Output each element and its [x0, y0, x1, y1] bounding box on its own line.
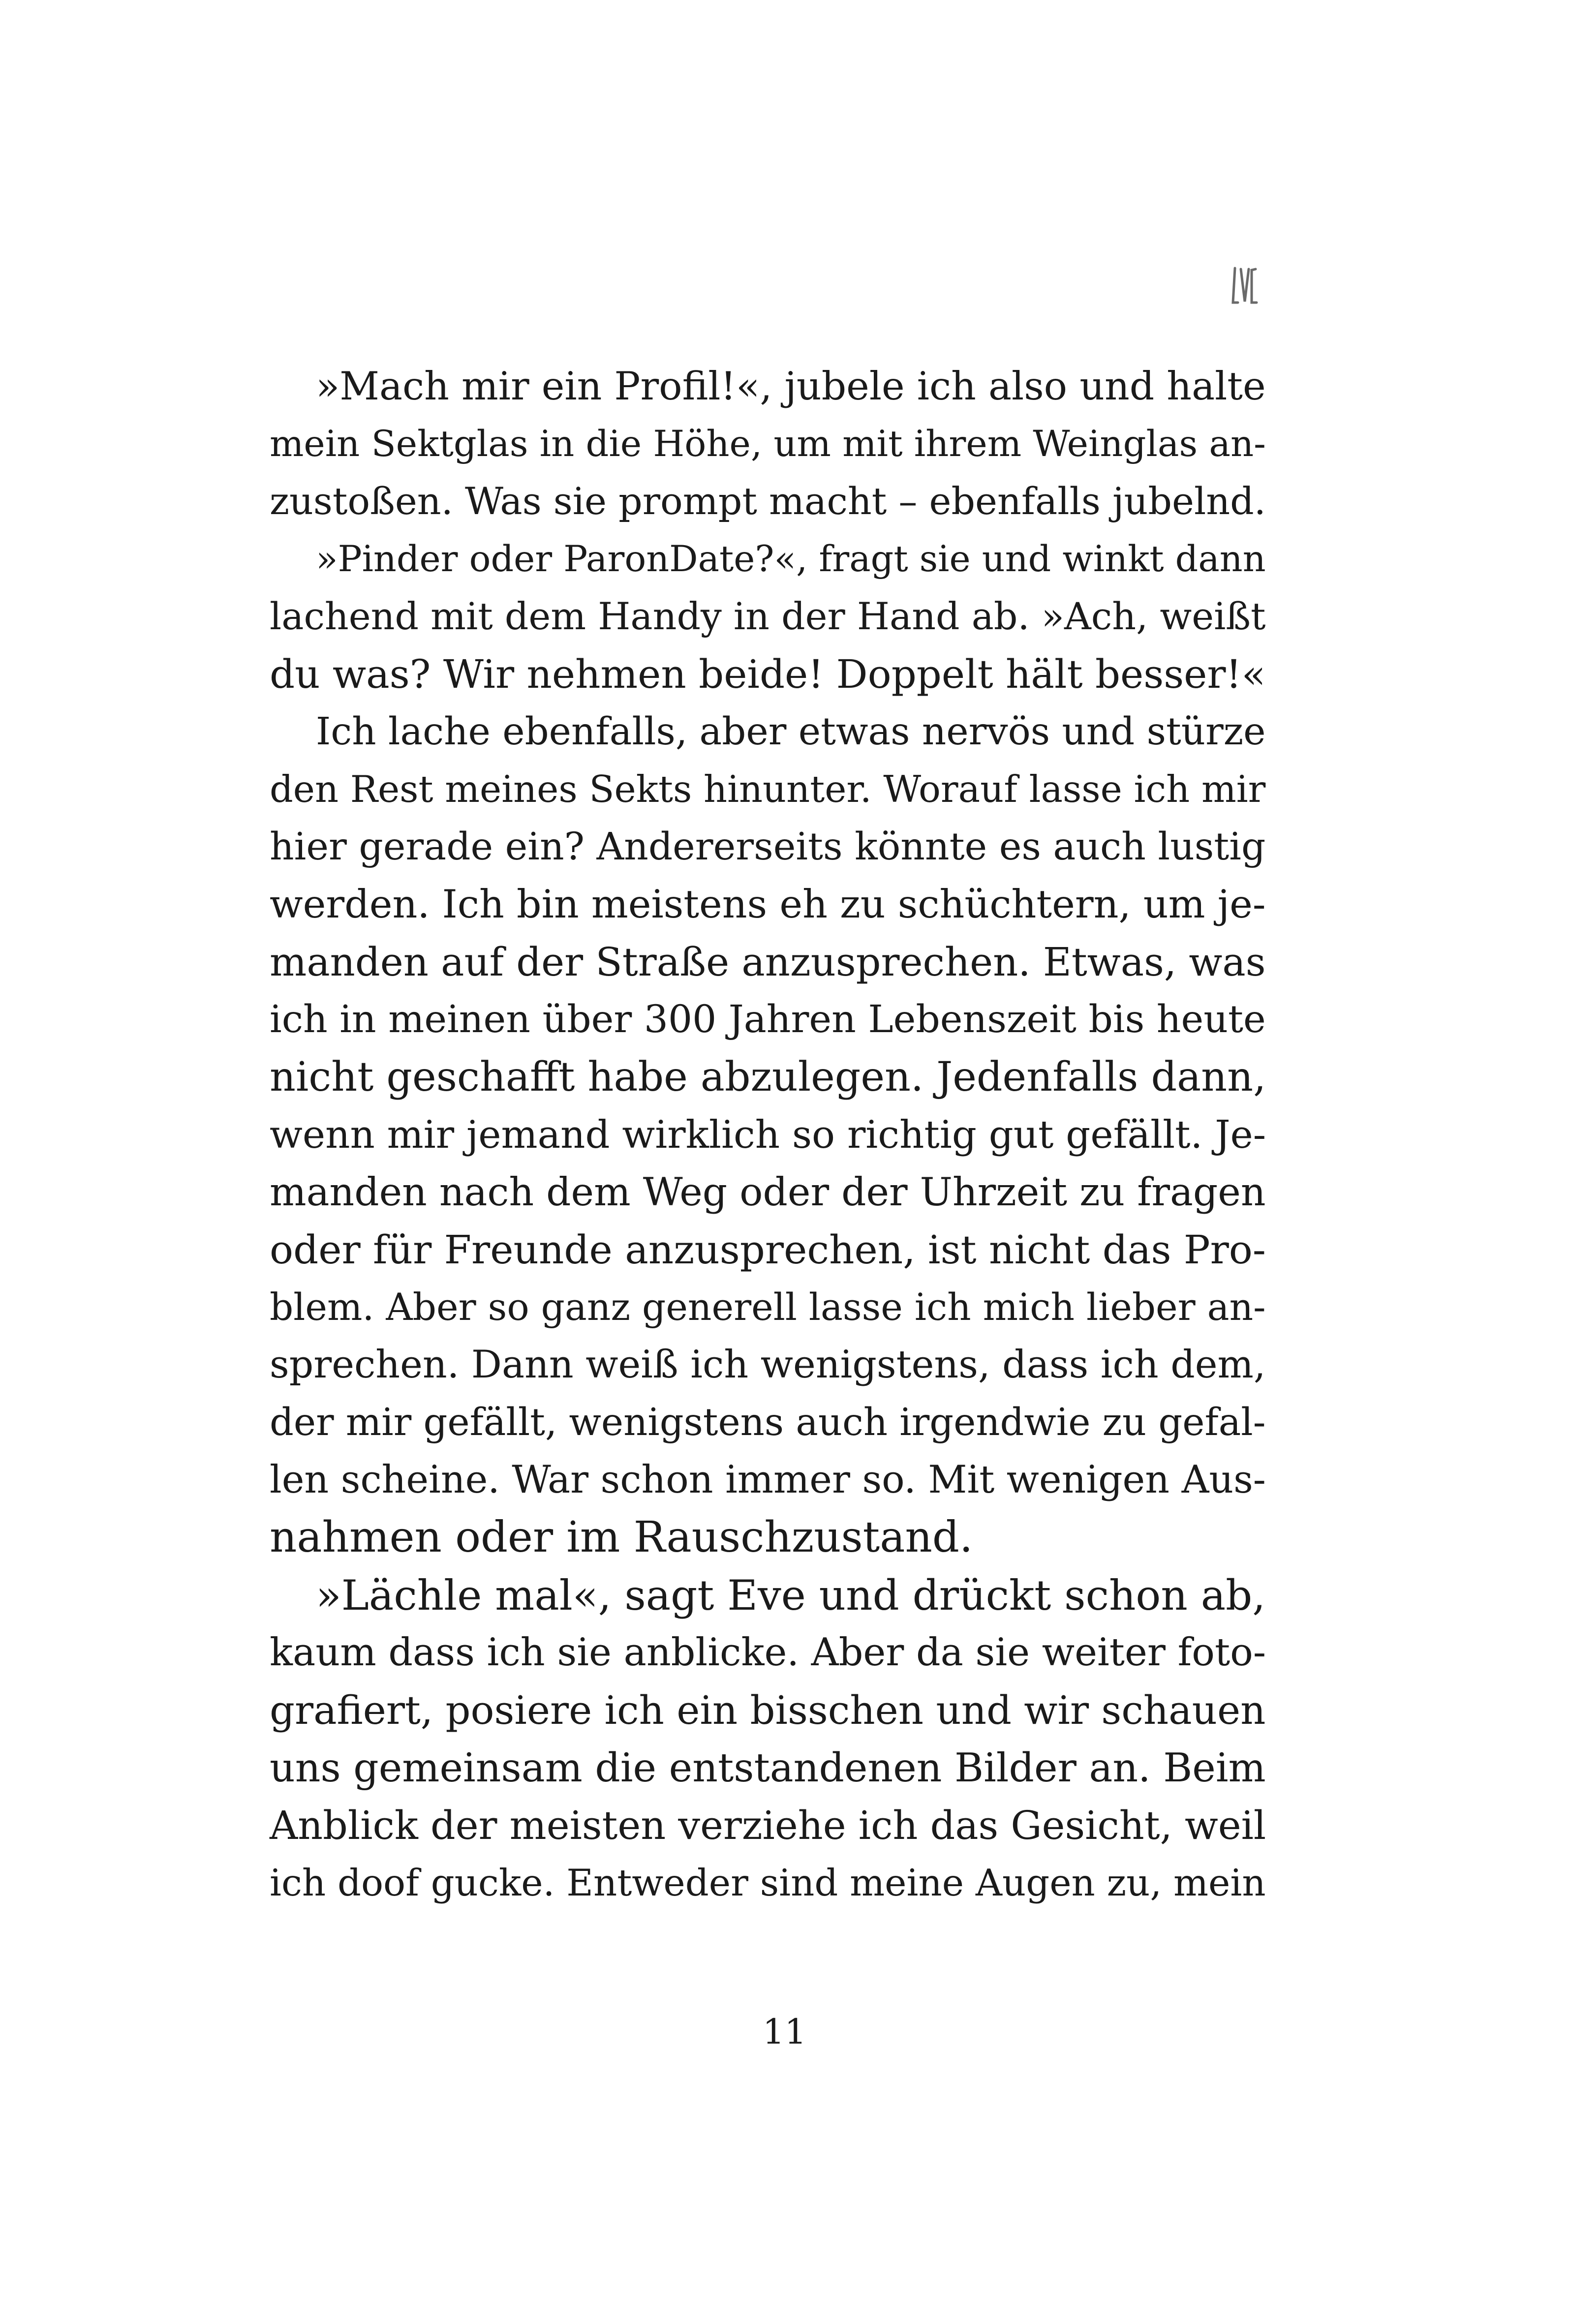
text-line: manden auf der Straße anzusprechen. Etwas, was	[270, 939, 1266, 985]
text-line: len scheine. War schon immer so. Mit wenigen Aus-	[270, 1458, 1266, 1502]
text-line: mein Sektglas in die Höhe, um mit ihrem Weinglas an-	[270, 423, 1266, 465]
text-line: ich in meinen über 300 Jahren Lebenszeit bis heute	[270, 997, 1266, 1041]
text-line: uns gemeinsam die entstandenen Bilder an. Beim	[270, 1744, 1266, 1791]
text-line: blem. Aber so ganz generell lasse ich mich lieber an-	[270, 1285, 1266, 1329]
text-line: ich doof gucke. Entweder sind meine Augen zu, mein	[270, 1861, 1266, 1904]
text-line: kaum dass ich sie anblicke. Aber da sie weiter foto-	[270, 1630, 1266, 1675]
chapter-ornament-icon	[1230, 263, 1260, 307]
text-line: »Lächle mal«, sagt Eve und drückt schon ab,	[316, 1571, 1266, 1620]
text-line: lachend mit dem Handy in der Hand ab. »Ach, weißt	[270, 595, 1266, 638]
text-line: du was? Wir nehmen beide! Doppelt hält besser!«	[270, 651, 1266, 697]
text-line: grafiert, posiere ich ein bisschen und wir schauen	[270, 1687, 1266, 1733]
text-line: Ich lache ebenfalls, aber etwas nervös und stürze	[316, 710, 1266, 754]
text-line: Anblick der meisten verziehe ich das Gesicht, weil	[270, 1803, 1266, 1848]
text-line: »Pinder oder ParonDate?«, fragt sie und winkt dann	[316, 538, 1266, 580]
body-text	[270, 358, 1266, 1912]
text-line: nahmen oder im Rauschzustand.	[270, 1513, 973, 1562]
text-line: nicht geschafft habe abzulegen. Jedenfalls dann,	[270, 1054, 1266, 1101]
text-line: oder für Freunde anzusprechen, ist nicht das Pro-	[270, 1227, 1266, 1273]
text-line: werden. Ich bin meistens eh zu schüchtern, um je-	[270, 882, 1266, 927]
page-number: 11	[762, 2012, 807, 2052]
text-line: wenn mir jemand wirklich so richtig gut gefällt. Je-	[270, 1112, 1266, 1157]
text-line: manden nach dem Weg oder der Uhrzeit zu fragen	[270, 1169, 1266, 1215]
text-line: der mir gefällt, wenigstens auch irgendwie zu gefal-	[270, 1401, 1266, 1444]
text-line: sprechen. Dann weiß ich wenigstens, dass ich dem,	[270, 1343, 1266, 1387]
text-line: hier gerade ein? Andererseits könnte es auch lustig	[270, 825, 1266, 869]
text-line: zustoßen. Was sie prompt macht – ebenfalls jubelnd.	[270, 480, 1266, 523]
text-line: den Rest meines Sekts hinunter. Worauf lasse ich mir	[270, 768, 1266, 811]
text-line: »Mach mir ein Profil!«, jubele ich also und halte	[316, 364, 1266, 409]
